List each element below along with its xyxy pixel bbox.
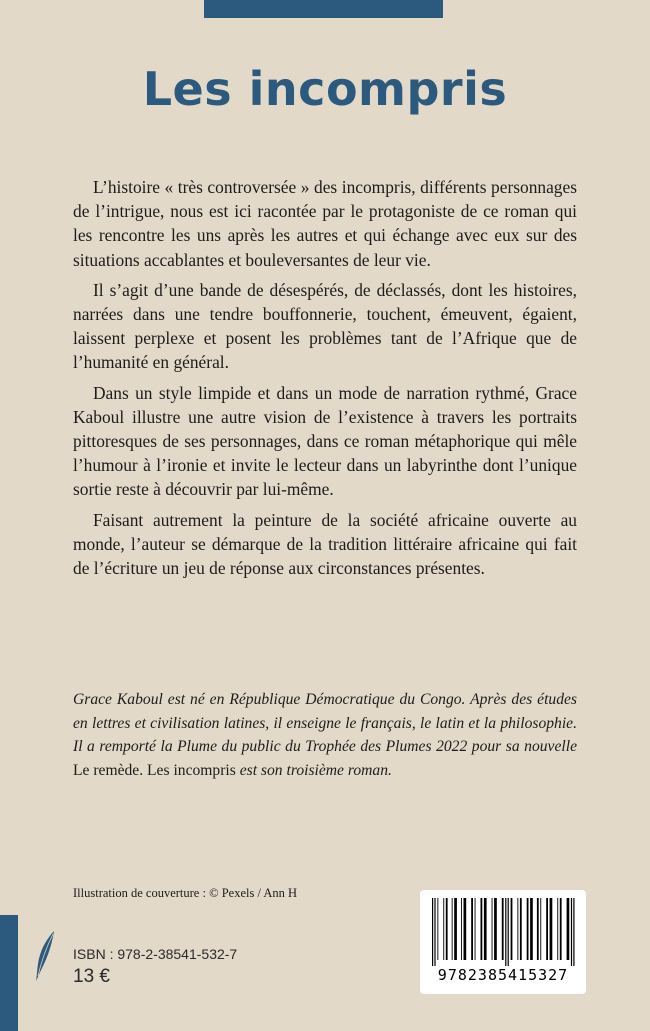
book-title: Les incompris [142, 62, 508, 116]
isbn-text: ISBN : 978-2-38541-532-7 [73, 946, 238, 962]
synopsis-paragraph-1: L’histoire « très controversée » des incompris, différents personnages de l’intrigue, nous est ici racontée par le protagoniste de ce roman qui les rencontre les uns après les autres et qui échange avec eux sur des situations accablantes et bouleversantes de leur vie. [73, 177, 577, 270]
synopsis-paragraph-4: Faisant autrement la peinture de la société africaine ouverte au monde, l’auteur se démarque de la tradition littéraire africaine qui fait de l’écriture un jeu de réponse aux circonstances présentes. [73, 509, 577, 579]
bio-text-1: Grace Kaboul est né en République Démocratique du Congo. Après des études en lettres et civilisation latines, il enseigne le français, le latin et la philosophie. Il a remporté la Plume du public du Trophée des Plumes 2022 pour sa nouvelle [73, 691, 577, 755]
barcode-bars [430, 898, 576, 966]
barcode [420, 890, 586, 994]
synopsis [73, 175, 577, 586]
bio-work-title-2: Les incompris [147, 761, 236, 779]
quill-icon [34, 930, 56, 982]
author-bio [73, 688, 577, 782]
price-text: 13 € [73, 966, 110, 987]
bio-work-title-1: Le remède [73, 761, 140, 779]
synopsis-paragraph-2: Il s’agit d’une bande de désespérés, de déclassés, dont les histoires, narrées dans une tendre bouffonnerie, touchent, émeuvent, égaient, laissent perplexe et posent les problèmes tant de l’Afrique que de l’humanité en général. [73, 279, 577, 373]
top-accent-bar [204, 0, 443, 18]
synopsis-paragraph-3: Dans un style limpide et dans un mode de narration rythmé, Grace Kaboul illustre une autre vision de l’existence à travers les portraits pittoresques de ses personnages, dans ce roman métaphorique qui mêle l’humour à l’ironie et invite le lecteur dans un labyrinthe dont l’unique sortie reste à découvrir par lui-même. [73, 382, 577, 500]
bio-text-2: . [139, 761, 148, 779]
bio-text-3: est son troisième roman. [235, 761, 392, 779]
barcode-number: 9782385415327 [437, 966, 569, 984]
left-accent-band [0, 915, 18, 1031]
illustration-credit: Illustration de couverture : © Pexels / Ann H [73, 886, 298, 900]
